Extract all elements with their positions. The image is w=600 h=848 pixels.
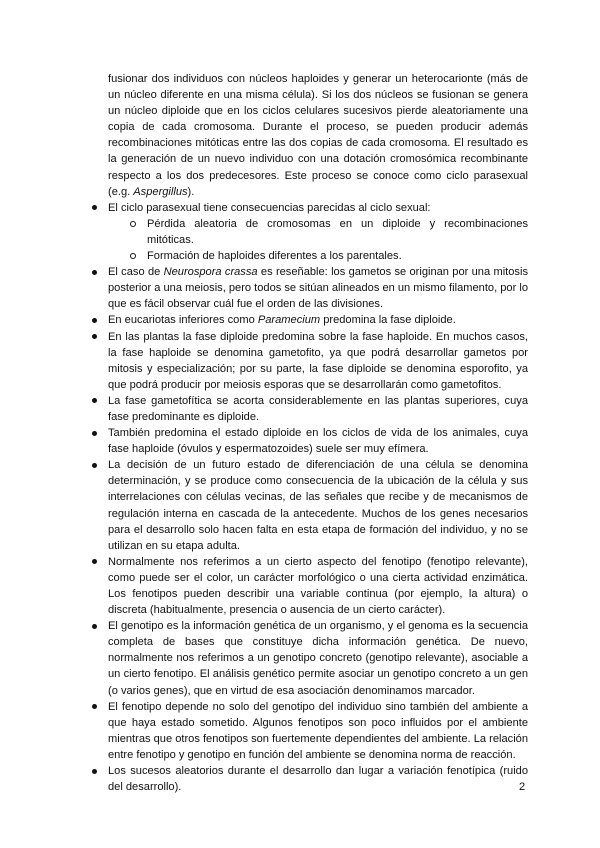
- sub-list: [108, 216, 528, 264]
- list-item: La fase gametofítica se acorta considerablemente en las plantas superiores, cuya fase predominante es diploide.: [108, 394, 528, 423]
- list-item: La decisión de un futuro estado de diferenciación de una célula se denomina determinación, y se produce como consecuencia de la ubicación de la célula y sus interrelaciones con células vecinas, de las señales que recibe y de mecanismos de regulación interna en cascada de la antecedente. Muchos de los genes necesarios para el desarrollo solo hacen falta en esta etapa de formación del individuo, y no se utilizan en su etapa adulta.: [108, 459, 528, 552]
- species-name: Neurospora crassa: [163, 266, 258, 279]
- sub-list-item: Pérdida aleatoria de cromosomas en un diploide y recombinaciones mitóticas.: [108, 216, 528, 248]
- list-item: Los sucesos aleatorios durante el desarrollo dan lugar a variación fenotípica (ruido del desarrollo).: [108, 765, 528, 794]
- list-item: El genotipo es la información genética de un organismo, y el genoma es la secuencia completa de bases que constituye dicha información genética. De nuevo, normalmente nos referimos a un genotipo concreto (genotipo relevante), asociable a un cierto fenotipo. El análisis genético permite asociar un genotipo concreto a un gen (o varios genes), que en virtud de esa asociación denominamos marcador.: [108, 620, 528, 697]
- page-number: 2: [519, 781, 526, 793]
- list-item: El ciclo parasexual tiene consecuencias parecidas al ciclo sexual: Pérdida aleatoria de cromosomas en un diploide y recombinaciones mitóticas. Formación de haploides diferentes a los parentales.: [91, 200, 528, 264]
- species-name: Paramecium: [257, 314, 321, 327]
- list-item: Normalmente nos referimos a un cierto aspecto del fenotipo (fenotipo relevante), como puede ser el color, un carácter morfológico o una cierta actividad enzimática. Los fenotipos pueden describir una variable continua (por ejemplo, la altura) o discreta (habitualmente, presencia o ausencia de un cierto carácter).: [108, 555, 528, 617]
- list-item: También predomina el estado diploide en los ciclos de vida de los animales, cuya fase haploide (óvulos y espermatozoides) suele ser muy efímera.: [108, 427, 528, 456]
- intro-paragraph: fusionar dos individuos con núcleos haploides y generar un heterocarionte (más de un núcleo diferente en una misma célula). Si los dos núcleos se fusionan se genera un núcleo diploide que en los ciclos celulares sucesivos pierde aleatoriamente una copia de cada cromosoma. Durante el proceso, se pueden producir además recombinaciones mitóticas entre las dos copias de cada cromosoma. El resultado es la generación de un nuevo individuo con una dotación cromosómica recombinante respecto a los dos predecesores. Este proceso se conoce como ciclo parasexual (e.g. Aspergillus).: [108, 73, 528, 198]
- page-content: [91, 71, 528, 795]
- bullet-list: [91, 200, 528, 795]
- list-item: El caso de Neurospora crassa es reseñable: los gametos se originan por una mitosis posterior a una meiosis, pero todos se sitúan alineados en un mismo filamento, por lo que es fácil observar cuál fue el orden de las divisiones.: [108, 266, 528, 311]
- species-name: Aspergillus: [133, 185, 188, 198]
- circle-bullet-marker: [130, 221, 136, 227]
- sub-list-item: Formación de haploides diferentes a los parentales.: [108, 248, 528, 264]
- list-item: El fenotipo depende no solo del genotipo del individuo sino también del ambiente a que haya estado sometido. Algunos fenotipos son poco influidos por el ambiente mientras que otros fenotipos son fuertemente dependientes del ambiente. La relación entre fenotipo y genotipo en función del ambiente se denomina norma de reacción.: [108, 700, 528, 761]
- circle-bullet-marker: [130, 253, 136, 259]
- list-item: En eucariotas inferiores como Paramecium predomina la fase diploide.: [108, 314, 456, 327]
- list-item: En las plantas la fase diploide predomina sobre la fase haploide. En muchos casos, la fase haploide se denomina gametofito, ya que podrá desarrollar gametos por mitosis y especialización; por su parte, la fase diploide se denomina esporofito, ya que podrá producir por meiosis esporas que se desarrollarán como gametofitos.: [108, 330, 528, 391]
